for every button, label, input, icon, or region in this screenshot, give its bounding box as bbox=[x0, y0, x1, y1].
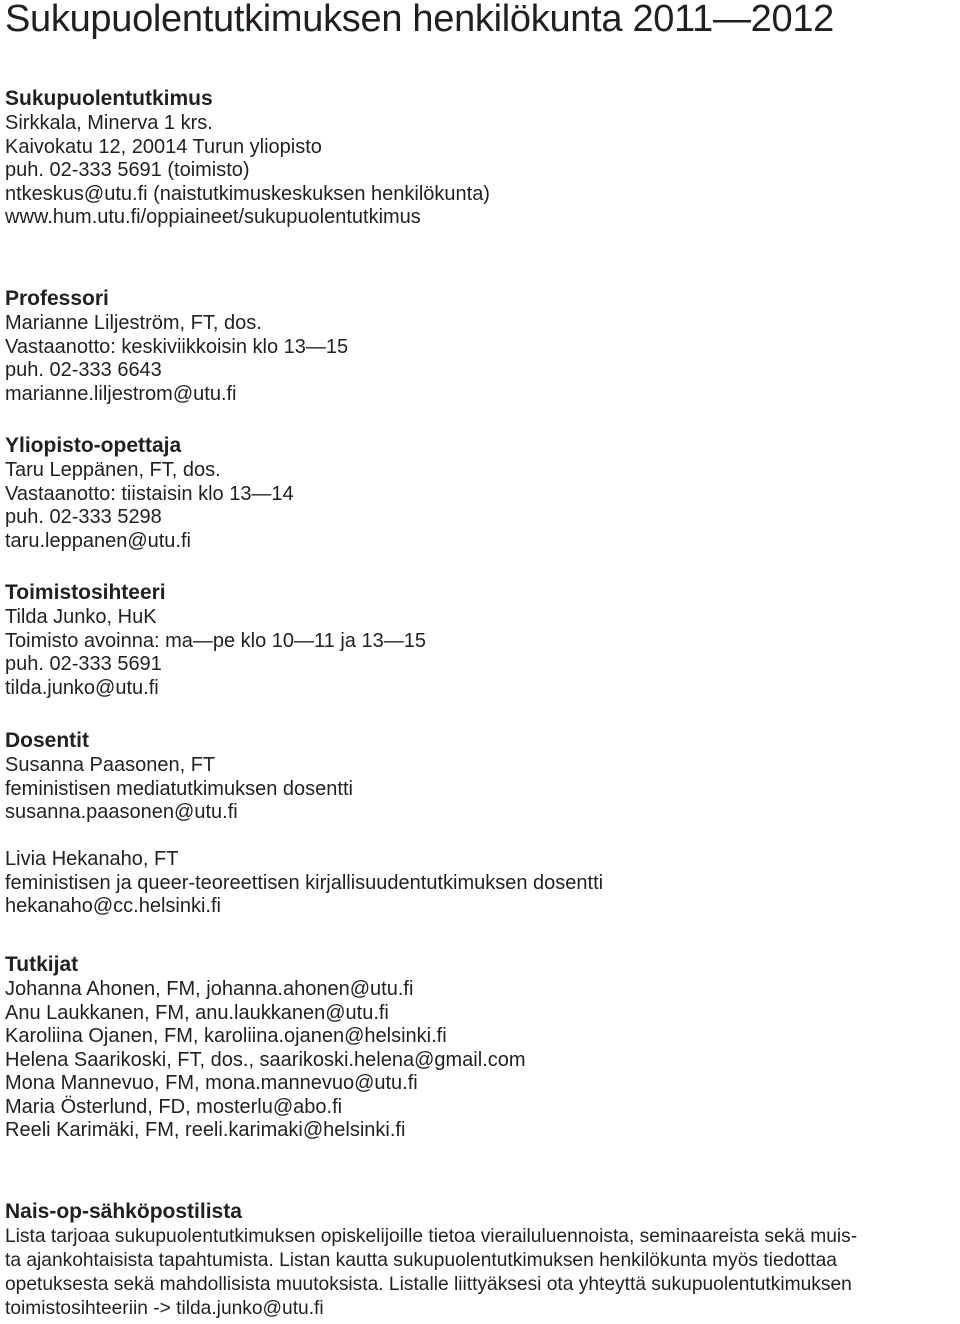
mailinglist-description-line: ta ajankohtaisista tapahtumista. Listan kautta sukupuolentutkimuksen henkilökunta myös tiedottaa bbox=[5, 1250, 837, 1271]
professor-heading: Professori bbox=[5, 287, 109, 310]
researcher-item: Johanna Ahonen, FM, johanna.ahonen@utu.fi bbox=[5, 978, 414, 1000]
researchers-heading: Tutkijat bbox=[5, 953, 79, 976]
researchers-section bbox=[5, 952, 955, 1143]
professor-section bbox=[5, 286, 955, 406]
secretary-section bbox=[5, 580, 955, 700]
mailinglist-section bbox=[5, 1199, 955, 1321]
docent-2-field: feministisen ja queer-teoreettisen kirjallisuudentutkimuksen dosentti bbox=[5, 871, 604, 894]
professor-office-hours: Vastaanotto: keskiviikkoisin klo 13—15 bbox=[5, 335, 349, 358]
professor-name: Marianne Liljeström, FT, dos. bbox=[5, 312, 262, 334]
page-title: Sukupuolentutkimuksen henkilökunta 2011—2012 bbox=[5, 0, 835, 40]
secretary-heading: Toimistosihteeri bbox=[5, 581, 166, 604]
mailinglist-description-line: Lista tarjoaa sukupuolentutkimuksen opiskelijoille tietoa vierailuluennoista, seminaareista sekä muis- bbox=[5, 1226, 858, 1247]
docent-2-name: Livia Hekanaho, FT bbox=[5, 848, 179, 870]
department-section bbox=[5, 86, 955, 230]
lecturer-email[interactable]: taru.leppanen@utu.fi bbox=[5, 529, 191, 552]
secretary-email[interactable]: tilda.junko@utu.fi bbox=[5, 676, 159, 699]
department-website-link[interactable]: www.hum.utu.fi/oppiaineet/sukupuolentutkimus bbox=[5, 206, 421, 228]
mailinglist-heading: Nais-op-sähköpostilista bbox=[5, 1200, 242, 1223]
lecturer-phone: puh. 02-333 5298 bbox=[5, 506, 162, 528]
lecturer-section bbox=[5, 433, 955, 553]
department-heading: Sukupuolentutkimus bbox=[5, 87, 213, 110]
researcher-item: Anu Laukkanen, FM, anu.laukkanen@utu.fi bbox=[5, 1001, 389, 1024]
department-address-building: Sirkkala, Minerva 1 krs. bbox=[5, 112, 213, 134]
department-email[interactable]: ntkeskus@utu.fi (naistutkimuskeskuksen henkilökunta) bbox=[5, 182, 490, 205]
docent-2-entry bbox=[5, 848, 955, 919]
secretary-name: Tilda Junko, HuK bbox=[5, 606, 157, 628]
department-phone: puh. 02-333 5691 (toimisto) bbox=[5, 159, 250, 181]
lecturer-heading: Yliopisto-opettaja bbox=[5, 434, 182, 457]
secretary-office-hours: Toimisto avoinna: ma—pe klo 10—11 ja 13—15 bbox=[5, 629, 426, 652]
docent-1-email[interactable]: susanna.paasonen@utu.fi bbox=[5, 801, 238, 823]
mailinglist-contact-line[interactable]: toimistosihteeriin -> tilda.junko@utu.fi bbox=[5, 1298, 324, 1319]
docent-2-email[interactable]: hekanaho@cc.helsinki.fi bbox=[5, 895, 221, 917]
docent-1-field: feministisen mediatutkimuksen dosentti bbox=[5, 777, 353, 800]
researcher-item: Karoliina Ojanen, FM, karoliina.ojanen@helsinki.fi bbox=[5, 1025, 447, 1047]
researcher-item: Helena Saarikoski, FT, dos., saarikoski.helena@gmail.com bbox=[5, 1048, 526, 1071]
professor-email[interactable]: marianne.liljestrom@utu.fi bbox=[5, 382, 237, 405]
professor-phone: puh. 02-333 6643 bbox=[5, 359, 162, 381]
lecturer-name: Taru Leppänen, FT, dos. bbox=[5, 459, 221, 481]
secretary-phone: puh. 02-333 5691 bbox=[5, 653, 162, 675]
department-address-street: Kaivokatu 12, 20014 Turun yliopisto bbox=[5, 135, 322, 158]
researcher-item: Maria Österlund, FD, mosterlu@abo.fi bbox=[5, 1095, 343, 1118]
mailinglist-description-line: opetuksesta sekä mahdollisista muutoksista. Listalle liittyäksesi ota yhteyttä sukupuolentutkimuksen bbox=[5, 1274, 852, 1295]
docents-section bbox=[5, 728, 955, 825]
docents-heading: Dosentit bbox=[5, 729, 89, 752]
researcher-item: Mona Mannevuo, FM, mona.mannevuo@utu.fi bbox=[5, 1072, 418, 1094]
lecturer-office-hours: Vastaanotto: tiistaisin klo 13—14 bbox=[5, 482, 294, 505]
docent-1-name: Susanna Paasonen, FT bbox=[5, 754, 216, 776]
researcher-item: Reeli Karimäki, FM, reeli.karimaki@helsinki.fi bbox=[5, 1119, 406, 1141]
